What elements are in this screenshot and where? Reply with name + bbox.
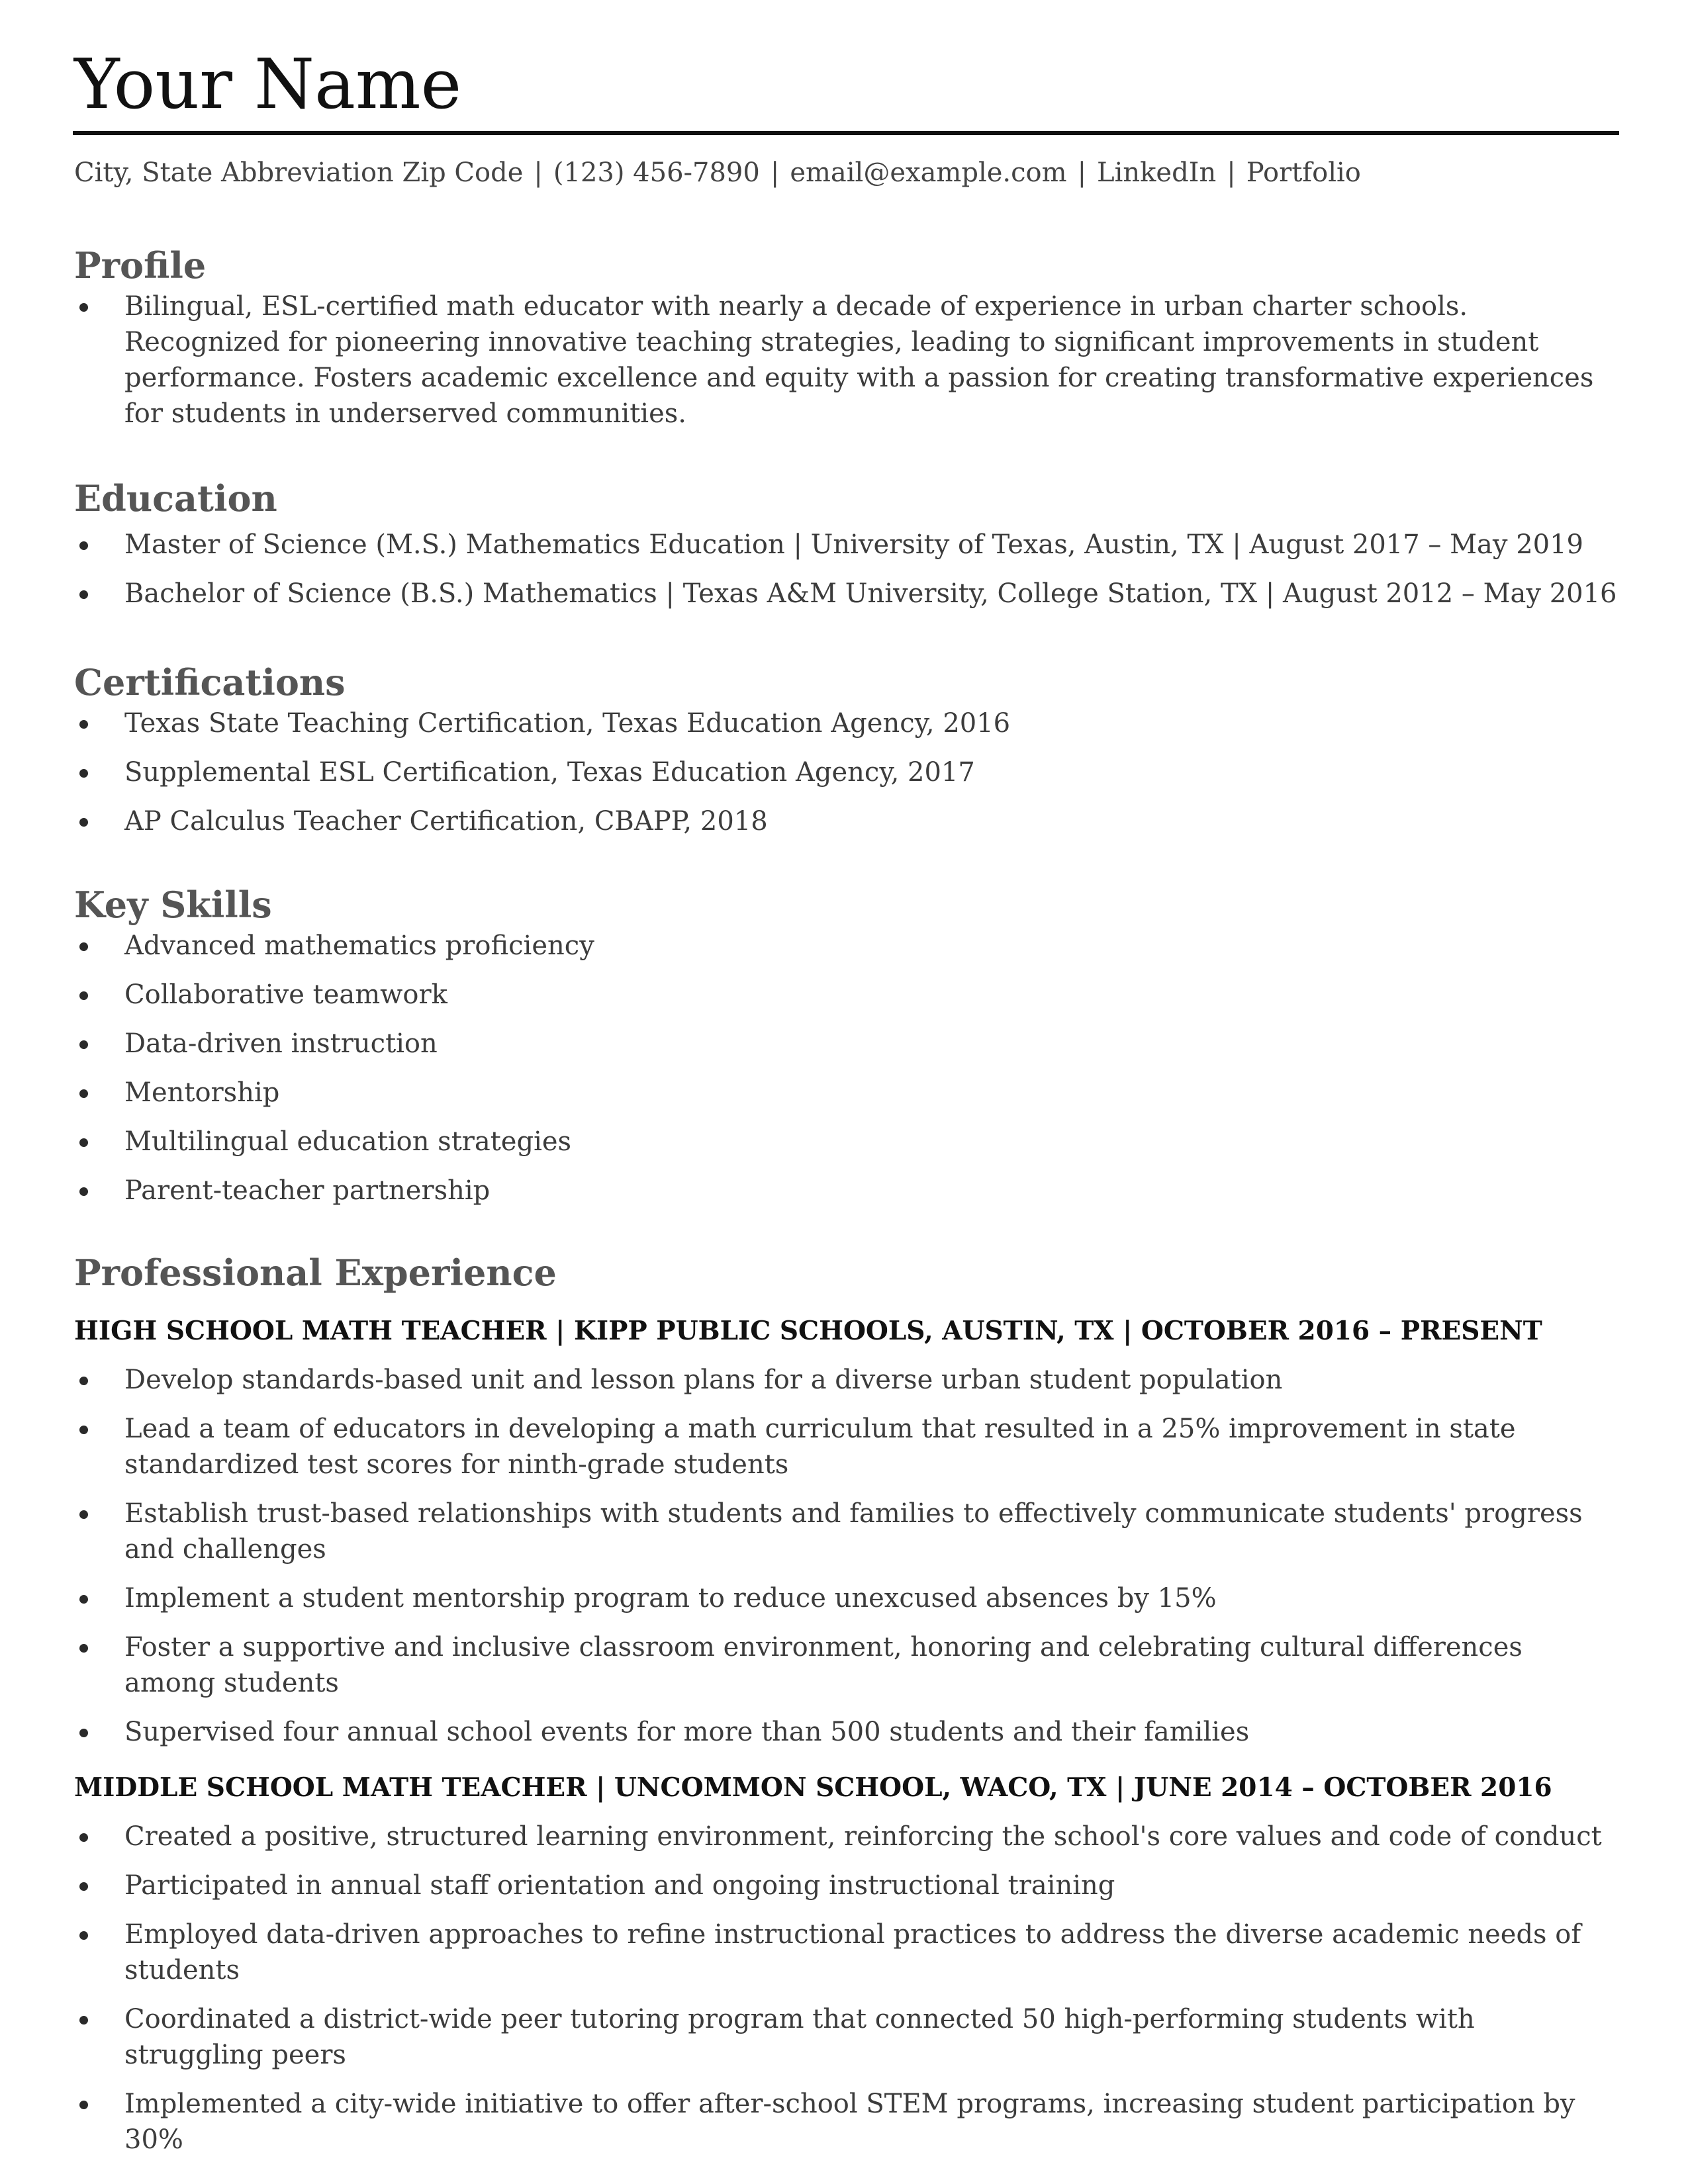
certification-item: Supplemental ESL Certification, Texas Education Agency, 2017 bbox=[74, 754, 1620, 790]
job-duty: Develop standards-based unit and lesson plans for a diverse urban student population bbox=[74, 1362, 1620, 1398]
job-duties-list bbox=[74, 1362, 1620, 1750]
profile-text: Bilingual, ESL-certified math educator with nearly a decade of experience in urban charter schools. Recognized for pioneering innovative teaching strategies, leading to significant improvements in student performance. Fosters academic excellence and equity with a passion for creating transformative experiences for students in underserved communities. bbox=[124, 291, 1594, 429]
certifications-list bbox=[74, 705, 1620, 839]
contact-linkedin: LinkedIn bbox=[1097, 158, 1217, 188]
skill-item: Multilingual education strategies bbox=[74, 1124, 1620, 1160]
bullet-icon bbox=[79, 1510, 88, 1519]
job-duty: Employed data-driven approaches to refine instructional practices to address the diverse academic needs of students bbox=[74, 1917, 1620, 1988]
header-divider bbox=[73, 131, 1619, 135]
certifications-section bbox=[74, 659, 1620, 839]
job-duty: Coordinated a district-wide peer tutoring program that connected 50 high-performing students with struggling peers bbox=[74, 2001, 1620, 2073]
job-heading: HIGH SCHOOL MATH TEACHER | KIPP PUBLIC SCHOOLS, AUSTIN, TX | OCTOBER 2016 – PRESENT bbox=[74, 1316, 1542, 1346]
bullet-icon bbox=[79, 541, 88, 550]
bullet-icon bbox=[79, 1931, 88, 1940]
bullet-icon bbox=[79, 1377, 88, 1385]
certifications-heading: Certifications bbox=[74, 661, 346, 704]
skills-heading: Key Skills bbox=[74, 884, 272, 926]
job-duty: Created a positive, structured learning environment, reinforcing the school's core values and code of conduct bbox=[74, 1819, 1620, 1854]
education-heading: Education bbox=[74, 477, 277, 520]
profile-summary bbox=[74, 289, 1620, 432]
bullet-icon bbox=[79, 1187, 88, 1196]
bullet-icon bbox=[79, 942, 88, 951]
skill-item: Parent-teacher partnership bbox=[74, 1173, 1620, 1208]
bullet-icon bbox=[79, 303, 88, 312]
bullet-icon bbox=[79, 991, 88, 1000]
job-duty: Implement a student mentorship program to reduce unexcused absences by 15% bbox=[74, 1580, 1620, 1616]
bullet-icon bbox=[79, 1833, 88, 1842]
skills-list bbox=[74, 928, 1620, 1208]
contact-separator: | bbox=[770, 158, 780, 188]
certification-item: Texas State Teaching Certification, Texas Education Agency, 2016 bbox=[74, 705, 1620, 741]
bullet-icon bbox=[79, 1882, 88, 1891]
bullet-icon bbox=[79, 720, 88, 729]
job-entry bbox=[74, 1313, 1620, 1750]
job-duty: Implemented a city-wide initiative to offer after-school STEM programs, increasing student participation by 30% bbox=[74, 2086, 1620, 2158]
contact-separator: | bbox=[534, 158, 543, 188]
bullet-icon bbox=[79, 1138, 88, 1147]
contact-line bbox=[74, 155, 1617, 191]
bullet-icon bbox=[79, 1729, 88, 1737]
bullet-icon bbox=[79, 590, 88, 599]
job-entry bbox=[74, 1770, 1620, 2158]
certification-item: AP Calculus Teacher Certification, CBAPP, 2018 bbox=[74, 803, 1620, 839]
job-duties-list bbox=[74, 1819, 1620, 2158]
bullet-icon bbox=[79, 1426, 88, 1434]
bullet-icon bbox=[79, 1040, 88, 1049]
contact-separator: | bbox=[1077, 158, 1087, 188]
experience-section bbox=[74, 1250, 1620, 2158]
contact-separator: | bbox=[1227, 158, 1236, 188]
bullet-icon bbox=[79, 769, 88, 778]
bullet-icon bbox=[79, 1089, 88, 1098]
candidate-name: Your Name bbox=[74, 44, 462, 124]
skills-section bbox=[74, 882, 1620, 1208]
contact-email: email@example.com bbox=[790, 158, 1067, 188]
experience-heading: Professional Experience bbox=[74, 1251, 557, 1294]
education-list bbox=[74, 527, 1620, 612]
bullet-icon bbox=[79, 2101, 88, 2109]
profile-heading: Profile bbox=[74, 244, 207, 287]
bullet-icon bbox=[79, 818, 88, 827]
education-item: Master of Science (M.S.) Mathematics Education | University of Texas, Austin, TX | August 2017 – May 2019 bbox=[74, 527, 1620, 563]
contact-location: City, State Abbreviation Zip Code bbox=[74, 158, 524, 188]
job-duty: Supervised four annual school events for more than 500 students and their families bbox=[74, 1714, 1620, 1750]
profile-section bbox=[74, 242, 1620, 432]
skill-item: Collaborative teamwork bbox=[74, 977, 1620, 1013]
bullet-icon bbox=[79, 1595, 88, 1604]
job-duty: Foster a supportive and inclusive classroom environment, honoring and celebrating cultural differences among students bbox=[74, 1629, 1620, 1701]
job-duty: Lead a team of educators in developing a math curriculum that resulted in a 25% improvement in state standardized test scores for ninth-grade students bbox=[74, 1411, 1620, 1482]
job-duty: Participated in annual staff orientation and ongoing instructional training bbox=[74, 1868, 1620, 1903]
skill-item: Mentorship bbox=[74, 1075, 1620, 1111]
contact-phone: (123) 456-7890 bbox=[553, 158, 760, 188]
education-section bbox=[74, 475, 1620, 612]
job-heading: MIDDLE SCHOOL MATH TEACHER | UNCOMMON SCHOOL, WACO, TX | JUNE 2014 – OCTOBER 2016 bbox=[74, 1772, 1552, 1803]
job-duty: Establish trust-based relationships with students and families to effectively communicate students' progress and challenges bbox=[74, 1496, 1620, 1567]
skill-item: Advanced mathematics proficiency bbox=[74, 928, 1620, 964]
bullet-icon bbox=[79, 1644, 88, 1653]
profile-list bbox=[74, 289, 1620, 432]
education-item: Bachelor of Science (B.S.) Mathematics | Texas A&M University, College Station, TX | August 2012 – May 2016 bbox=[74, 576, 1620, 612]
skill-item: Data-driven instruction bbox=[74, 1026, 1620, 1062]
bullet-icon bbox=[79, 2016, 88, 2025]
contact-portfolio: Portfolio bbox=[1246, 158, 1361, 188]
